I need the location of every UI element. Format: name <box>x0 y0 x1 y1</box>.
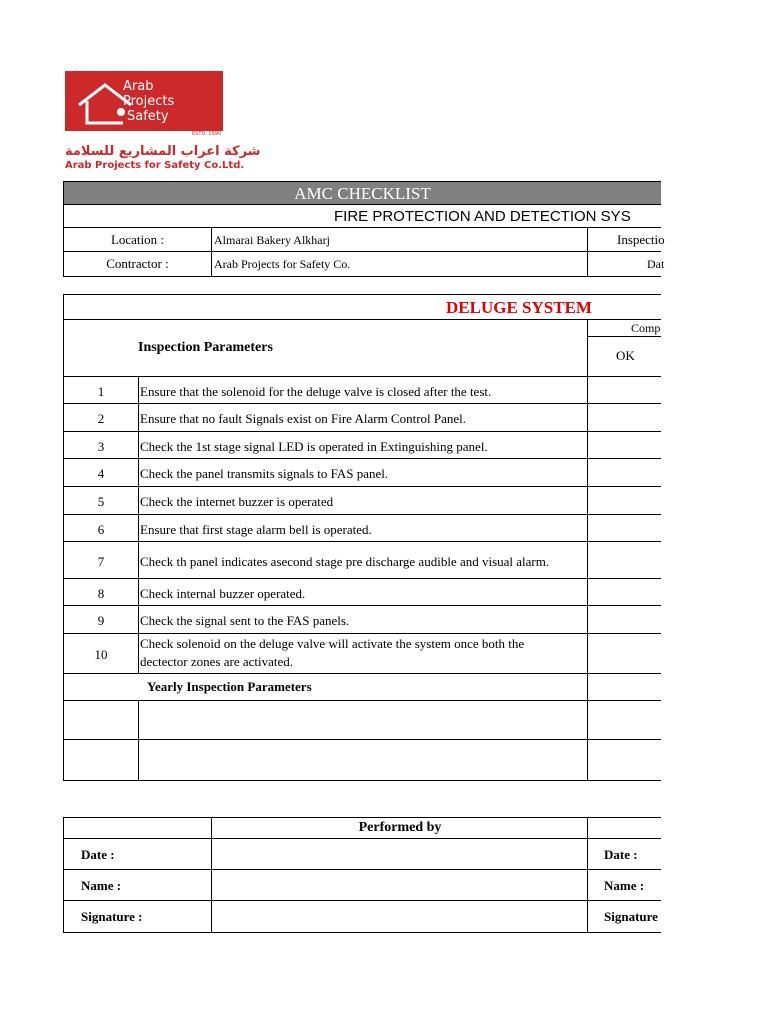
yearly-num-cell <box>63 700 138 740</box>
yearly-param-cell <box>138 700 588 740</box>
row-number: 8 <box>97 586 105 601</box>
parameter-cell <box>138 376 588 404</box>
parameter-cell <box>138 458 588 487</box>
parameter-text: Check internal buzzer operated. <box>140 586 306 601</box>
row-number-cell <box>63 458 138 487</box>
signoff-name-field[interactable] <box>211 869 588 901</box>
signoff-name-label: Name : <box>81 878 122 893</box>
parameter-cell <box>138 605 588 634</box>
row-number-cell <box>63 431 138 459</box>
ok-checkbox-cell[interactable] <box>587 514 661 542</box>
row-number-cell <box>63 578 138 606</box>
checklist-title: AMC CHECKLIST <box>294 184 431 203</box>
compliance-header: Comp <box>631 321 661 335</box>
row-number-cell <box>63 486 138 515</box>
signoff-signature-field[interactable] <box>211 900 588 933</box>
ok-checkbox-cell[interactable] <box>587 376 661 404</box>
signoff-date-label-right: Date : <box>604 847 638 862</box>
row-number: 9 <box>97 613 105 628</box>
parameter-cell <box>138 514 588 542</box>
company-name-arabic: شركة اعراب المشاريع للسلامة <box>65 144 261 159</box>
params-header-cell <box>63 319 588 376</box>
parameter-cell <box>138 403 588 432</box>
logo-established: ESTD. 1990 <box>192 131 222 137</box>
parameter-cell <box>138 486 588 515</box>
logo-text-line1: Arab <box>123 79 154 94</box>
parameter-cell <box>138 431 588 459</box>
contractor-label: Contractor : <box>106 256 169 271</box>
location-value: Almarai Bakery Alkharj <box>214 233 330 247</box>
signoff-date-label: Date : <box>81 847 115 862</box>
parameter-text: Check th panel indicates asecond stage pre discharge audible and visual alarm. <box>140 554 550 569</box>
ok-checkbox-cell[interactable] <box>587 458 661 487</box>
row-number: 4 <box>97 466 105 481</box>
date-label: Dat <box>647 257 665 271</box>
parameter-text: Ensure that the solenoid for the deluge valve is closed after the test. <box>140 384 492 399</box>
signoff-name-label-right: Name : <box>604 878 645 893</box>
compliance-header-cell <box>587 319 661 337</box>
signoff-date-field[interactable] <box>211 838 588 870</box>
yearly-ok-cell <box>587 739 661 781</box>
date-label-right-cell <box>587 838 661 870</box>
system-title: FIRE PROTECTION AND DETECTION SYS <box>334 208 631 225</box>
contractor-value: Arab Projects for Safety Co. <box>214 257 351 271</box>
deluge-title-row <box>63 294 661 320</box>
parameter-text: Ensure that first stage alarm bell is operated. <box>140 522 372 537</box>
inspection-label: Inspectio <box>617 232 665 247</box>
date-label-cell <box>587 251 665 277</box>
ok-header-cell <box>587 336 661 376</box>
row-number-cell <box>63 403 138 432</box>
params-header: Inspection Parameters <box>138 340 273 355</box>
logo-text-line2: Projects <box>123 94 175 109</box>
row-number: 5 <box>97 494 105 509</box>
signoff-signature-label: Signature : <box>81 909 143 924</box>
ok-checkbox-cell[interactable] <box>587 605 661 634</box>
yearly-param-cell <box>138 739 588 781</box>
ok-checkbox-cell[interactable] <box>587 403 661 432</box>
signature-label-right-cell <box>587 900 661 933</box>
deluge-system-title: DELUGE SYSTEM <box>446 298 592 317</box>
ok-checkbox-cell[interactable] <box>587 431 661 459</box>
location-label-cell <box>63 227 211 252</box>
row-number-cell <box>63 376 138 404</box>
ok-header: OK <box>616 348 635 363</box>
row-number-cell <box>63 541 138 579</box>
system-title-row <box>63 204 661 228</box>
row-number: 1 <box>97 384 105 399</box>
performed-by-cell <box>211 817 588 839</box>
parameter-text: Check the signal sent to the FAS panels. <box>140 613 350 628</box>
parameter-cell <box>138 578 588 606</box>
contractor-value-cell <box>211 251 587 277</box>
parameter-text: Check the 1st stage signal LED is operated in Extinguishing panel. <box>140 439 488 454</box>
yearly-num-cell <box>63 739 138 781</box>
location-value-cell <box>211 227 587 252</box>
inspection-label-cell <box>587 227 665 252</box>
parameter-text-line2: dectector zones are activated. <box>140 654 294 669</box>
row-number-cell <box>63 605 138 634</box>
performed-by-header: Performed by <box>358 820 442 835</box>
date-label-cell <box>63 838 211 870</box>
ok-checkbox-cell[interactable] <box>587 633 661 674</box>
location-label: Location : <box>110 232 165 247</box>
row-number: 6 <box>97 522 105 537</box>
logo-text-line3: Safety <box>127 109 169 124</box>
parameter-text: Ensure that no fault Signals exist on Fire Alarm Control Panel. <box>140 411 467 426</box>
signoff-signature-label-right: Signature <box>604 909 658 924</box>
ok-checkbox-cell[interactable] <box>587 486 661 515</box>
contractor-label-cell <box>63 251 211 277</box>
row-number: 2 <box>97 411 105 426</box>
signoff-corner-cell <box>63 817 211 839</box>
parameter-text-line1: Check solenoid on the deluge valve will activate the system once both the <box>140 636 525 651</box>
row-number: 10 <box>94 647 108 662</box>
ok-checkbox-cell[interactable] <box>587 541 661 579</box>
signature-label-cell <box>63 900 211 933</box>
name-label-right-cell <box>587 869 661 901</box>
yearly-ok-cell <box>587 673 661 701</box>
row-number-cell <box>63 633 138 674</box>
parameter-text: Check the panel transmits signals to FAS panel. <box>140 466 389 481</box>
parameter-text: Check the internet buzzer is operated <box>140 494 334 509</box>
ok-checkbox-cell[interactable] <box>587 578 661 606</box>
checklist-title-bar <box>63 181 661 205</box>
yearly-header-cell <box>63 673 588 701</box>
row-number: 3 <box>97 439 105 454</box>
company-name-english: Arab Projects for Safety Co.Ltd. <box>65 160 245 171</box>
yearly-ok-cell <box>587 700 661 740</box>
company-logo <box>65 71 223 131</box>
name-label-cell <box>63 869 211 901</box>
row-number: 7 <box>97 554 105 569</box>
signoff-right-header-cell <box>587 817 661 839</box>
parameter-cell <box>138 633 588 674</box>
yearly-header: Yearly Inspection Parameters <box>147 679 312 694</box>
row-number-cell <box>63 514 138 542</box>
parameter-cell <box>138 541 588 579</box>
